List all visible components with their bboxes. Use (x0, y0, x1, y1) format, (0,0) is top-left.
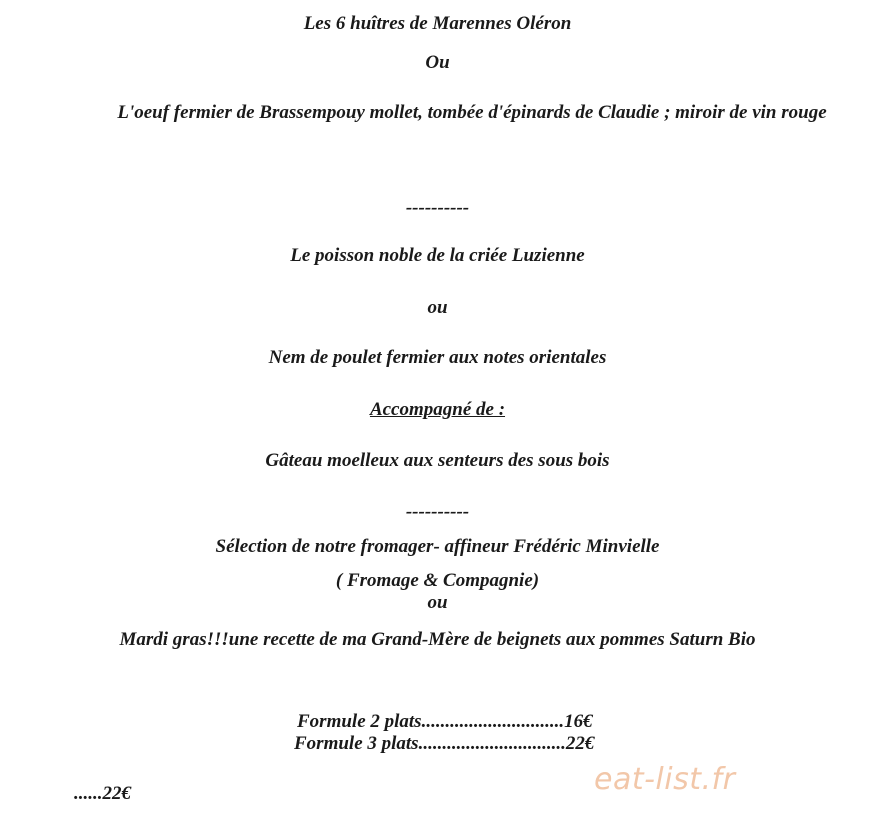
or-separator-2: ou (427, 297, 448, 318)
main-chicken-nem: Nem de poulet fermier aux notes orientales (268, 347, 607, 368)
or-separator-1: Ou (425, 52, 450, 73)
formula-3-courses: Formule 3 plats...............................22€ (294, 733, 595, 754)
watermark-logo: eat-list.fr (594, 762, 736, 797)
course-divider-1: ---------- (405, 197, 470, 218)
accompaniment-heading: Accompagné de : (369, 399, 506, 420)
extra-price: ......22€ (74, 783, 131, 804)
entree-oysters: Les 6 huîtres de Marennes Oléron (303, 13, 572, 34)
or-separator-3: ou (427, 592, 448, 613)
formula-2-courses: Formule 2 plats..............................16€ (297, 711, 593, 732)
cheese-selection: Sélection de notre fromager- affineur Frédéric Minvielle (215, 536, 660, 557)
accompaniment-cake: Gâteau moelleux aux senteurs des sous bois (265, 450, 610, 471)
dessert-beignets: Mardi gras!!!une recette de ma Grand-Mère de beignets aux pommes Saturn Bio (119, 629, 756, 650)
entree-egg: L'oeuf fermier de Brassempouy mollet, tombée d'épinards de Claudie ; miroir de vin rouge (117, 102, 827, 123)
main-fish: Le poisson noble de la criée Luzienne (290, 245, 585, 266)
course-divider-2: ---------- (405, 501, 470, 522)
cheese-shop: ( Fromage & Compagnie) (335, 570, 540, 591)
